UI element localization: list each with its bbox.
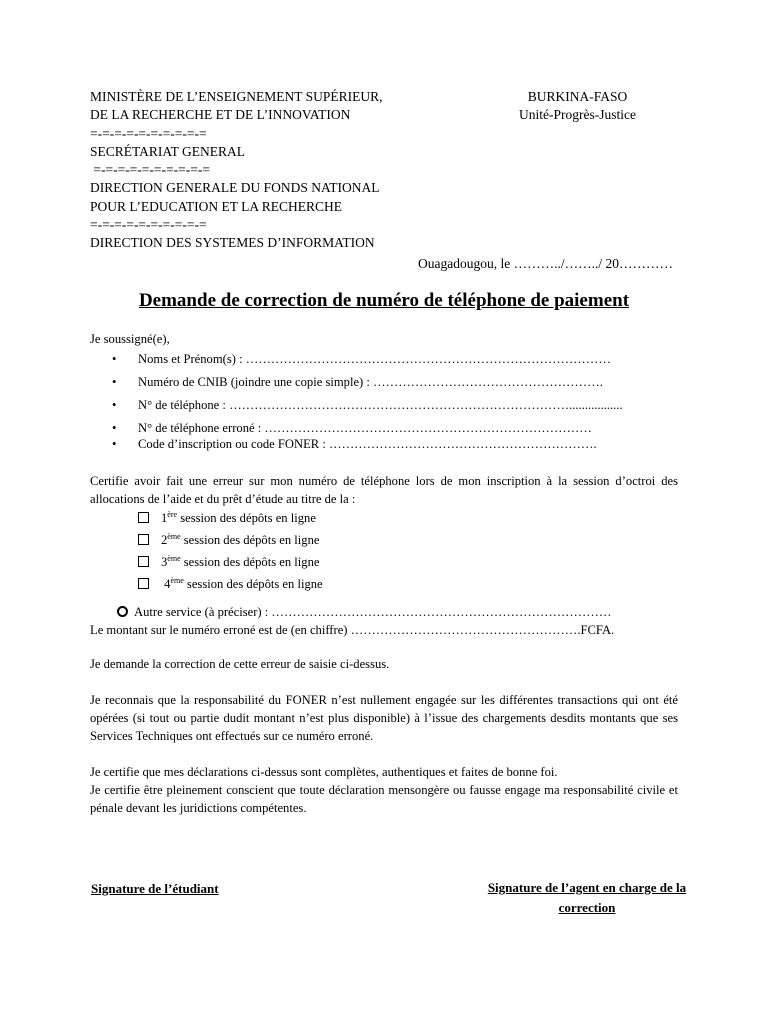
session-label: session des dépôts en ligne [180,533,320,547]
bullet: • [112,398,117,412]
header-line: DIRECTION GENERALE DU FONDS NATIONAL [90,180,380,196]
field-label: Noms et Prénom(s) : …………………………………………………………………………… [138,352,611,366]
other-service-option[interactable] [117,605,611,620]
session-ordinal: ème [167,532,181,541]
checkbox[interactable] [138,534,149,545]
country-header [505,88,650,125]
agent-signature-label: Signature de l’agent en charge de la correction [487,880,687,915]
acknowledgement-paragraph: Je reconnais que la responsabilité du FONER n’est nullement engagée sur les différentes transactions qui ont été opérées (si tout ou partie dudit montant n’est plus disponible) à l’issue des chargements desdits montants que ses Services Techniques ont effectués sur ce numéro erroné. [90,693,678,743]
session-number: 1 [161,511,168,525]
session-option-4[interactable] [138,574,323,596]
header-line: MINISTÈRE DE L’ENSEIGNEMENT SUPÉRIEUR, [90,89,383,104]
date-line[interactable]: Ouagadougou, le ………../……../ 20………… [418,256,673,271]
intro-text: Je soussigné(e), [90,332,170,346]
checkbox[interactable] [138,578,149,589]
header-line: DIRECTION DES SYSTEMES D’INFORMATION [90,235,375,251]
amount-field[interactable]: Le montant sur le numéro erroné est de (en chiffre) ……………………………………………….FCFA. [90,623,615,637]
declaration-paragraph-1: Je certifie que mes déclarations ci-dessus sont complètes, authentiques et faites de bonne foi. [90,765,558,779]
session-ordinal: ème [170,576,184,585]
field-full-name[interactable] [112,349,623,372]
field-registration-code[interactable] [112,434,623,457]
field-cnib-number[interactable] [112,372,623,395]
session-label: session des dépôts en ligne [177,511,316,525]
session-label: session des dépôts en ligne [183,577,323,591]
country-motto: Unité-Progrès-Justice [519,107,636,123]
ministry-header [90,88,383,253]
declaration-paragraph-2: Je certifie être pleinement conscient que toute déclaration mensongère ou fausse engage ma responsabilité civile et pénale devant les juridictions compétentes. [90,783,678,815]
session-number: 4 [161,577,171,591]
bullet: • [112,352,117,366]
session-number: 2 [161,533,168,547]
field-label: N° de téléphone erroné : …………………………………………………………………… [138,421,592,435]
document-title: Demande de correction de numéro de téléphone de paiement [138,290,630,311]
request-paragraph: Je demande la correction de cette erreur de saisie ci-dessus. [90,657,390,671]
session-option-2[interactable] [138,530,323,552]
header-separator: =-=-=-=-=-=-=-=-=-= [90,162,210,178]
session-checklist [138,508,323,596]
header-separator: =-=-=-=-=-=-=-=-=-= [90,125,207,141]
header-line: SECRÉTARIAT GENERAL [90,143,246,159]
checkbox[interactable] [138,556,149,567]
bullet: • [112,421,117,435]
field-label: Code d’inscription ou code FONER : ………………………………………………………. [138,437,597,451]
header-separator: =-=-=-=-=-=-=-=-=-= [90,217,207,233]
field-phone-number[interactable] [112,395,623,418]
field-label: N° de téléphone : ………………………………………………………………………................. [138,398,623,412]
header-line: POUR L’EDUCATION ET LA RECHERCHE [90,198,343,214]
session-option-3[interactable] [138,552,323,574]
field-wrong-phone-number[interactable] [112,418,623,435]
session-option-1[interactable] [138,508,323,530]
other-service-label: Autre service (à préciser) : ……………………………………………………………………… [134,605,612,619]
header-line: DE LA RECHERCHE ET DE L’INNOVATION [90,107,351,123]
bullet: • [112,375,117,389]
field-label: Numéro de CNIB (joindre une copie simple) : ………………………………………………. [138,375,603,389]
session-ordinal: ère [167,510,178,519]
country-name: BURKINA-FASO [527,89,628,104]
session-number: 3 [161,555,168,569]
session-ordinal: ème [167,554,181,563]
radio-circle-icon[interactable] [117,606,128,617]
bullet: • [112,437,117,451]
session-label: session des dépôts en ligne [180,555,320,569]
certify-paragraph: Certifie avoir fait une erreur sur mon numéro de téléphone lors de mon inscription à la session d’octroi des allocations de l’aide et du prêt d’étude au titre de la : [90,474,678,506]
student-signature-label: Signature de l’étudiant [91,881,219,896]
checkbox[interactable] [138,512,149,523]
identity-fields [112,349,623,457]
